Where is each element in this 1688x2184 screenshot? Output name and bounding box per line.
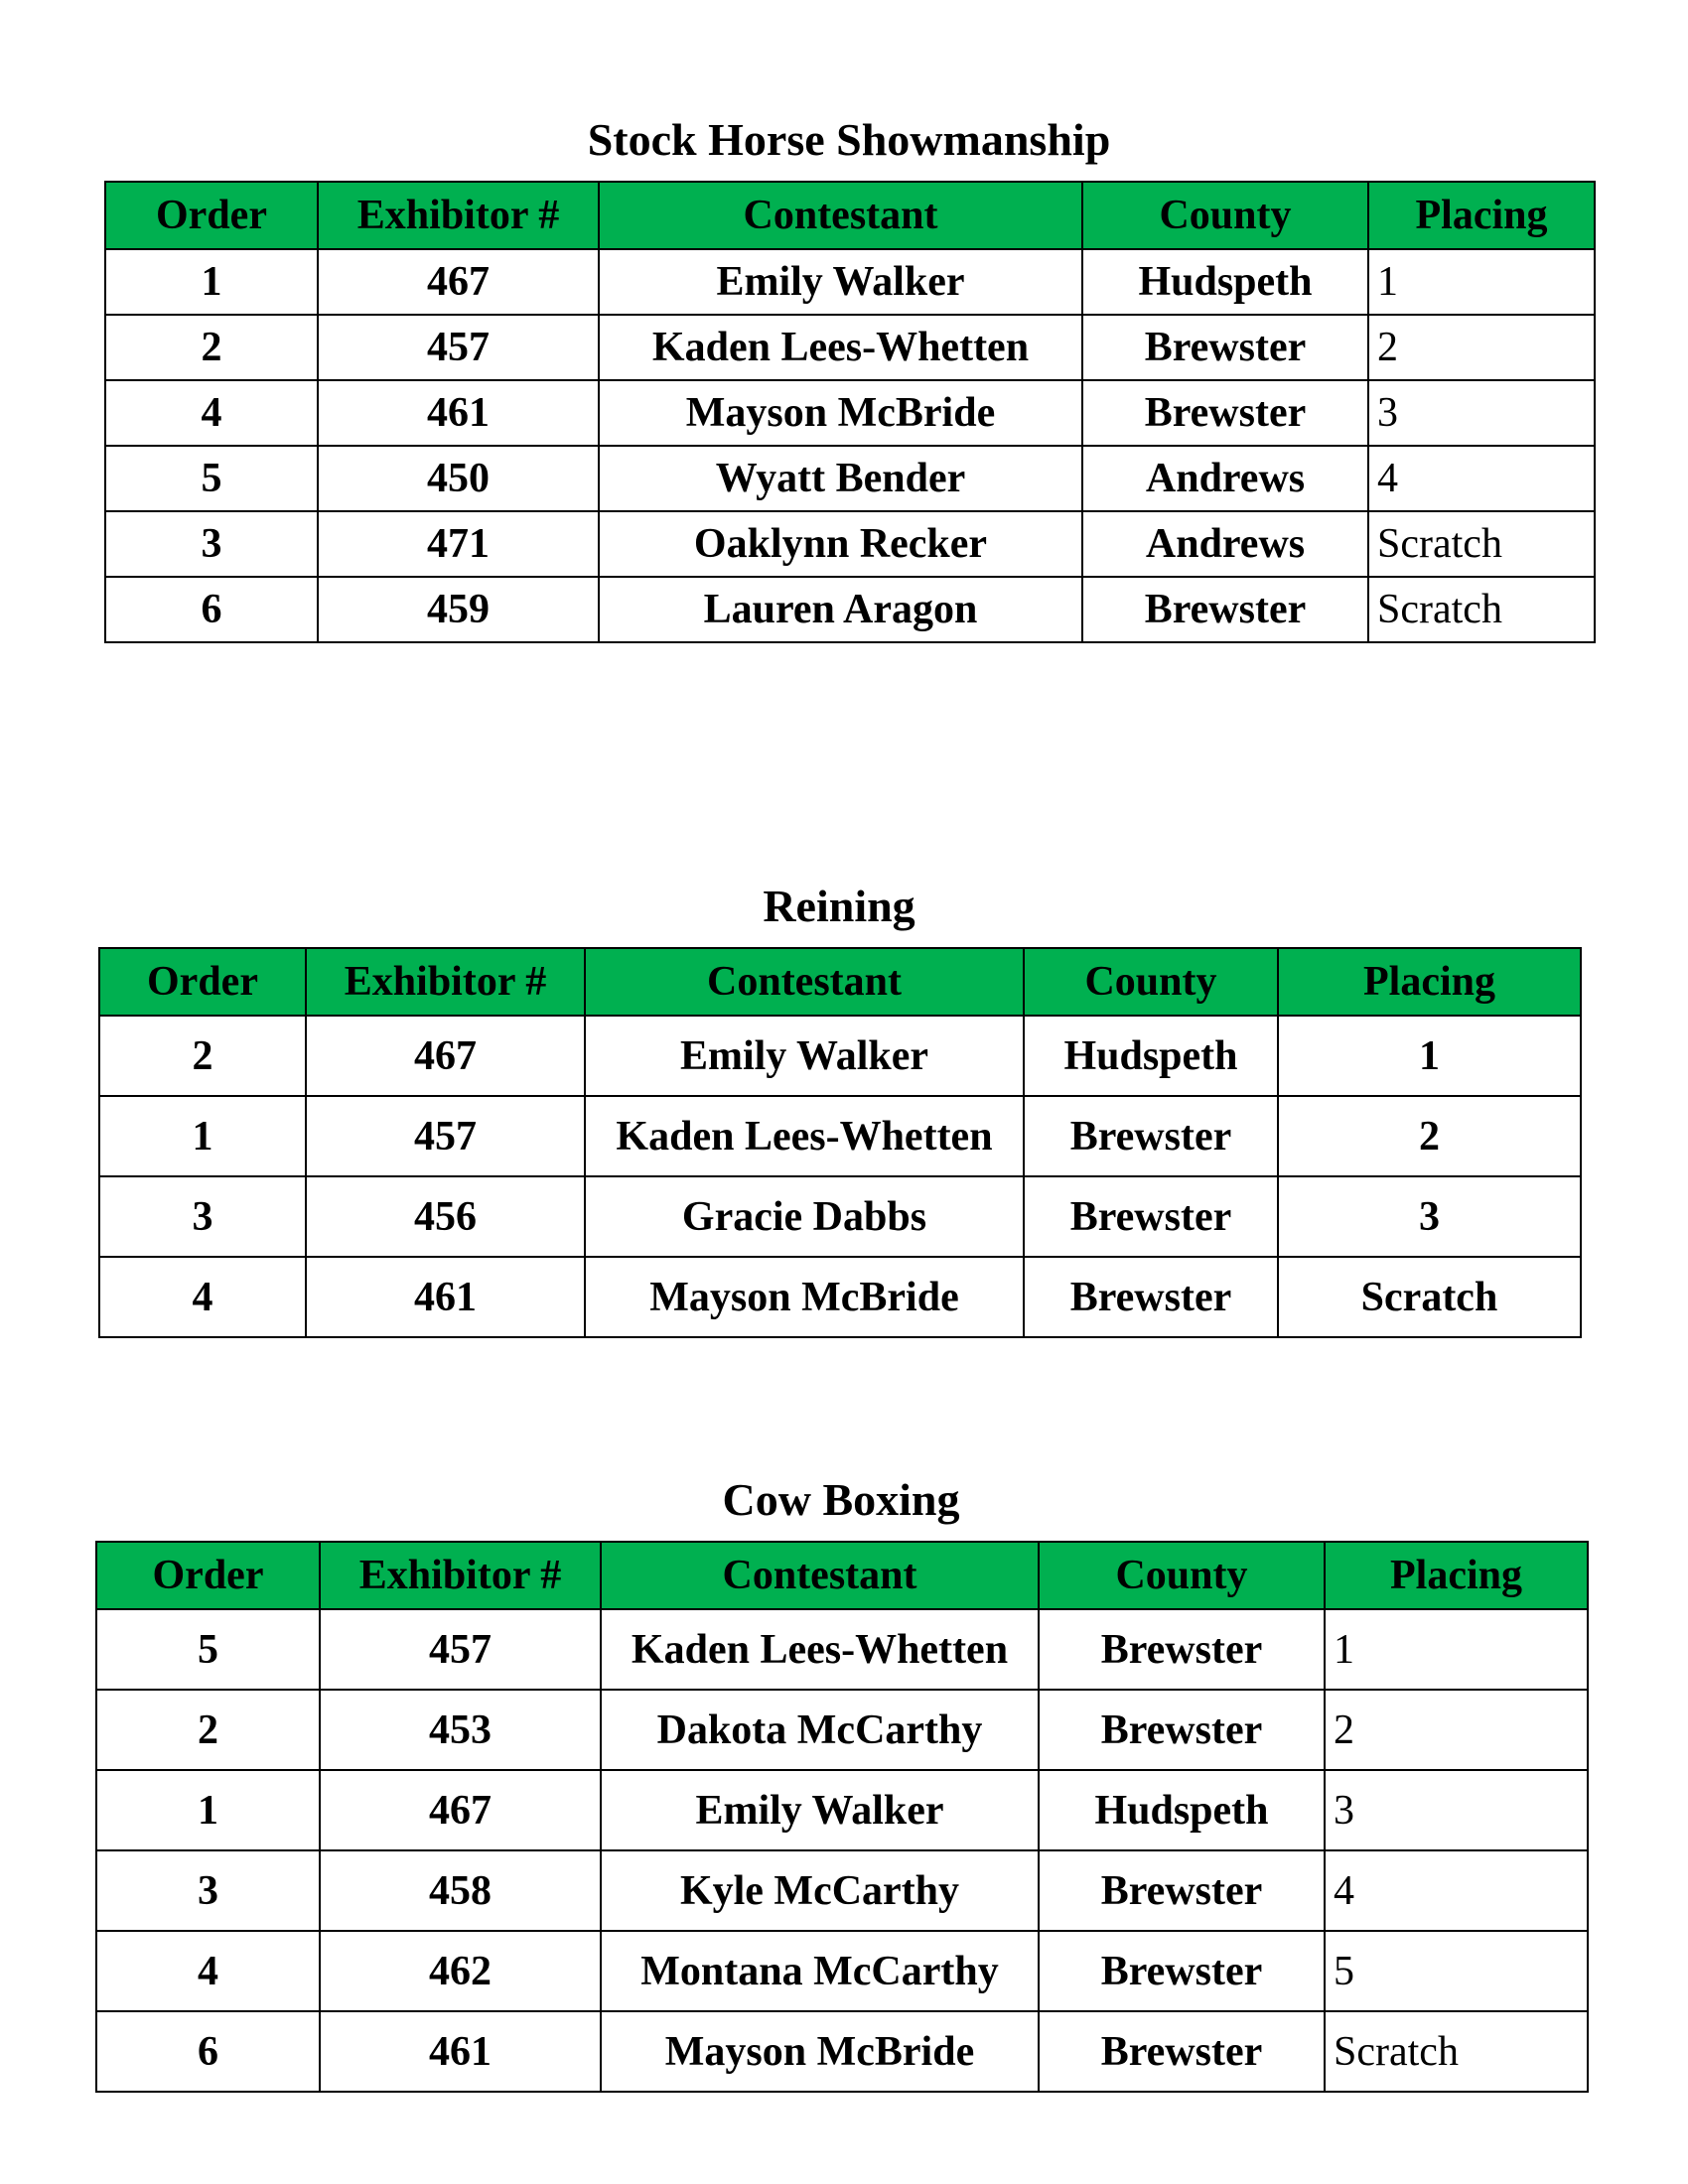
order-cell: 5 bbox=[105, 446, 318, 511]
exhibitor-cell: 467 bbox=[318, 249, 599, 315]
contestant-header: Contestant bbox=[585, 948, 1024, 1016]
placing-cell: 3 bbox=[1325, 1770, 1588, 1850]
order-cell: 5 bbox=[96, 1609, 320, 1690]
table-row bbox=[96, 2011, 1588, 2092]
exhibitor-cell: 462 bbox=[320, 1931, 601, 2011]
table-row bbox=[105, 511, 1595, 577]
exhibitor-cell: 450 bbox=[318, 446, 599, 511]
table-row bbox=[96, 1690, 1588, 1770]
section-title: Cow Boxing bbox=[722, 1474, 960, 1525]
contestant-cell: Kaden Lees-Whetten bbox=[601, 1609, 1039, 1690]
placing-cell: 5 bbox=[1325, 1931, 1588, 2011]
contestant-cell: Mayson McBride bbox=[599, 380, 1082, 446]
order-cell: 6 bbox=[96, 2011, 320, 2092]
contestant-header: Contestant bbox=[599, 182, 1082, 249]
contestant-cell: Montana McCarthy bbox=[601, 1931, 1039, 2011]
county-cell: Hudspeth bbox=[1024, 1016, 1278, 1096]
county-header: County bbox=[1039, 1542, 1325, 1609]
order-cell: 3 bbox=[105, 511, 318, 577]
contestant-cell: Dakota McCarthy bbox=[601, 1690, 1039, 1770]
order-cell: 2 bbox=[96, 1690, 320, 1770]
exhibitor-cell: 471 bbox=[318, 511, 599, 577]
placing-cell: 4 bbox=[1325, 1850, 1588, 1931]
contestant-cell: Wyatt Bender bbox=[599, 446, 1082, 511]
order-cell: 1 bbox=[96, 1770, 320, 1850]
county-header: County bbox=[1024, 948, 1278, 1016]
county-cell: Brewster bbox=[1039, 2011, 1325, 2092]
county-cell: Brewster bbox=[1039, 1609, 1325, 1690]
table-row bbox=[99, 1257, 1581, 1337]
placing-cell: 2 bbox=[1278, 1096, 1581, 1176]
contestant-cell: Emily Walker bbox=[601, 1770, 1039, 1850]
placing-cell: 1 bbox=[1325, 1609, 1588, 1690]
contestant-cell: Emily Walker bbox=[585, 1016, 1024, 1096]
exhibitor-cell: 457 bbox=[306, 1096, 585, 1176]
exhibitor-cell: 467 bbox=[320, 1770, 601, 1850]
exhibitor-header: Exhibitor # bbox=[320, 1542, 601, 1609]
county-cell: Andrews bbox=[1082, 511, 1368, 577]
county-cell: Brewster bbox=[1024, 1176, 1278, 1257]
table-row bbox=[96, 1931, 1588, 2011]
placing-cell: 2 bbox=[1325, 1690, 1588, 1770]
order-cell: 1 bbox=[99, 1096, 306, 1176]
order-cell: 4 bbox=[99, 1257, 306, 1337]
table-header-row bbox=[99, 948, 1581, 1016]
order-cell: 2 bbox=[105, 315, 318, 380]
placing-cell: Scratch bbox=[1368, 511, 1595, 577]
county-header: County bbox=[1082, 182, 1368, 249]
exhibitor-cell: 453 bbox=[320, 1690, 601, 1770]
table-row bbox=[105, 446, 1595, 511]
county-cell: Brewster bbox=[1039, 1850, 1325, 1931]
exhibitor-cell: 457 bbox=[318, 315, 599, 380]
placing-cell: Scratch bbox=[1325, 2011, 1588, 2092]
county-cell: Brewster bbox=[1039, 1690, 1325, 1770]
order-header: Order bbox=[105, 182, 318, 249]
order-header: Order bbox=[99, 948, 306, 1016]
order-cell: 4 bbox=[96, 1931, 320, 2011]
exhibitor-cell: 457 bbox=[320, 1609, 601, 1690]
exhibitor-cell: 459 bbox=[318, 577, 599, 642]
exhibitor-header: Exhibitor # bbox=[318, 182, 599, 249]
placing-cell: Scratch bbox=[1368, 577, 1595, 642]
table-row bbox=[105, 380, 1595, 446]
table-row bbox=[105, 249, 1595, 315]
placing-cell: 2 bbox=[1368, 315, 1595, 380]
placing-cell: 4 bbox=[1368, 446, 1595, 511]
order-cell: 6 bbox=[105, 577, 318, 642]
exhibitor-cell: 467 bbox=[306, 1016, 585, 1096]
contestant-cell: Gracie Dabbs bbox=[585, 1176, 1024, 1257]
exhibitor-cell: 461 bbox=[320, 2011, 601, 2092]
results-table bbox=[98, 947, 1582, 1338]
results-table bbox=[95, 1541, 1589, 2093]
exhibitor-cell: 456 bbox=[306, 1176, 585, 1257]
results-table bbox=[104, 181, 1596, 643]
placing-cell: 3 bbox=[1368, 380, 1595, 446]
table-row bbox=[96, 1770, 1588, 1850]
exhibitor-cell: 458 bbox=[320, 1850, 601, 1931]
county-cell: Hudspeth bbox=[1082, 249, 1368, 315]
table-row bbox=[99, 1096, 1581, 1176]
contestant-cell: Kaden Lees-Whetten bbox=[585, 1096, 1024, 1176]
order-cell: 1 bbox=[105, 249, 318, 315]
contestant-header: Contestant bbox=[601, 1542, 1039, 1609]
table-row bbox=[96, 1609, 1588, 1690]
section-title: Reining bbox=[763, 881, 915, 931]
contestant-cell: Oaklynn Recker bbox=[599, 511, 1082, 577]
contestant-cell: Kaden Lees-Whetten bbox=[599, 315, 1082, 380]
table-header-row bbox=[105, 182, 1595, 249]
order-cell: 3 bbox=[99, 1176, 306, 1257]
county-cell: Brewster bbox=[1024, 1257, 1278, 1337]
table-row bbox=[99, 1016, 1581, 1096]
exhibitor-header: Exhibitor # bbox=[306, 948, 585, 1016]
placing-header: Placing bbox=[1325, 1542, 1588, 1609]
county-cell: Brewster bbox=[1082, 315, 1368, 380]
placing-header: Placing bbox=[1278, 948, 1581, 1016]
order-cell: 4 bbox=[105, 380, 318, 446]
contestant-cell: Mayson McBride bbox=[585, 1257, 1024, 1337]
section-title: Stock Horse Showmanship bbox=[587, 114, 1111, 165]
order-cell: 2 bbox=[99, 1016, 306, 1096]
county-cell: Hudspeth bbox=[1039, 1770, 1325, 1850]
placing-cell: 3 bbox=[1278, 1176, 1581, 1257]
placing-cell: 1 bbox=[1368, 249, 1595, 315]
contestant-cell: Emily Walker bbox=[599, 249, 1082, 315]
table-row bbox=[99, 1176, 1581, 1257]
county-cell: Brewster bbox=[1024, 1096, 1278, 1176]
county-cell: Brewster bbox=[1082, 380, 1368, 446]
county-cell: Brewster bbox=[1082, 577, 1368, 642]
county-cell: Andrews bbox=[1082, 446, 1368, 511]
county-cell: Brewster bbox=[1039, 1931, 1325, 2011]
contestant-cell: Kyle McCarthy bbox=[601, 1850, 1039, 1931]
placing-header: Placing bbox=[1368, 182, 1595, 249]
exhibitor-cell: 461 bbox=[318, 380, 599, 446]
order-header: Order bbox=[96, 1542, 320, 1609]
order-cell: 3 bbox=[96, 1850, 320, 1931]
table-row bbox=[105, 577, 1595, 642]
contestant-cell: Lauren Aragon bbox=[599, 577, 1082, 642]
contestant-cell: Mayson McBride bbox=[601, 2011, 1039, 2092]
exhibitor-cell: 461 bbox=[306, 1257, 585, 1337]
table-row bbox=[105, 315, 1595, 380]
placing-cell: Scratch bbox=[1278, 1257, 1581, 1337]
table-header-row bbox=[96, 1542, 1588, 1609]
placing-cell: 1 bbox=[1278, 1016, 1581, 1096]
table-row bbox=[96, 1850, 1588, 1931]
